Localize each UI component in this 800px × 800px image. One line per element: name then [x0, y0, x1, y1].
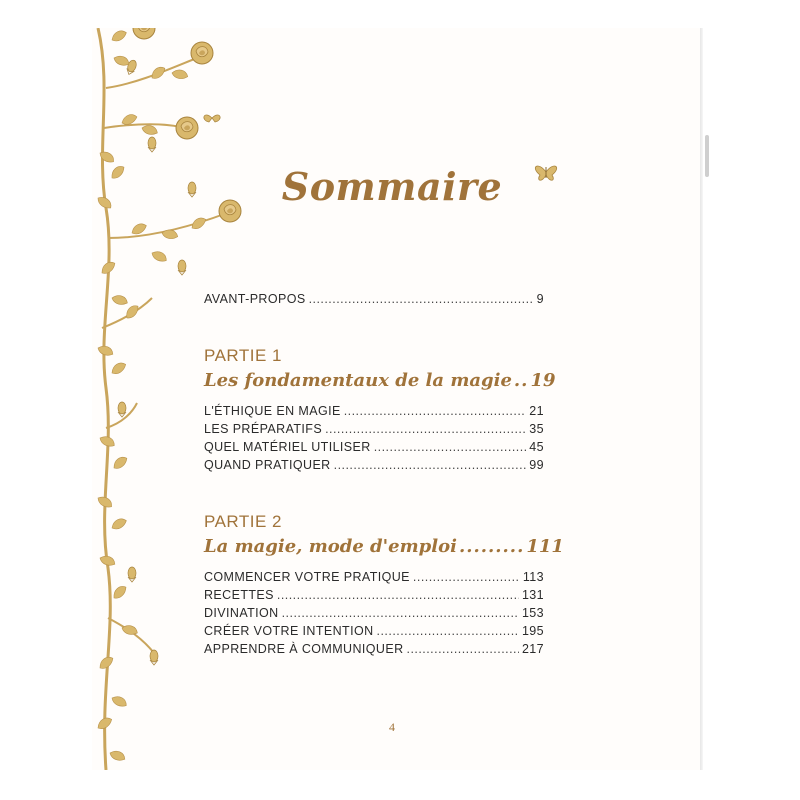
toc-entry-label: QUAND PRATIQUER [204, 458, 331, 472]
part-title-text: Les fondamentaux de la magie [204, 370, 512, 391]
toc-entry-page: 113 [522, 570, 544, 584]
toc-entry[interactable] [204, 404, 544, 418]
part-title-dots: .. [513, 370, 529, 391]
toc-entry[interactable] [204, 570, 544, 584]
leader-dots [377, 624, 519, 638]
toc-entry[interactable] [204, 588, 544, 602]
part-title-text: La magie, mode d'emploi [204, 536, 457, 557]
leader-dots [282, 606, 519, 620]
toc-entry[interactable] [204, 458, 544, 472]
toc-entry-page: 195 [521, 624, 544, 638]
toc-entry-avant-propos[interactable] [204, 292, 544, 306]
toc-entry-page: 45 [529, 440, 544, 454]
leader-dots [334, 458, 527, 472]
toc-entry-label: CRÉER VOTRE INTENTION [204, 624, 374, 638]
toc-entry-label: DIVINATION [204, 606, 279, 620]
toc-entry-label: LES PRÉPARATIFS [204, 422, 323, 436]
toc-entry-page: 131 [521, 588, 544, 602]
leader-dots [309, 292, 534, 306]
part-1-title[interactable] [204, 370, 556, 391]
toc-entry-page: 153 [521, 606, 544, 620]
toc-entry-page: 35 [529, 422, 544, 436]
page-number: 4 [389, 720, 395, 734]
part-title-dots: ......... [458, 536, 525, 557]
toc-entry-label: AVANT-PROPOS [204, 292, 306, 306]
part-2-label: PARTIE 2 [204, 512, 283, 531]
toc-entry-label: COMMENCER VOTRE PRATIQUE [204, 570, 410, 584]
toc-entry[interactable] [204, 422, 544, 436]
part-2-title[interactable] [204, 536, 564, 557]
toc-entry[interactable] [204, 440, 544, 454]
leader-dots [344, 404, 527, 418]
page-edge [700, 28, 703, 770]
toc-entry-page: 217 [521, 642, 544, 656]
leader-dots [413, 570, 520, 584]
scrollbar-thumb[interactable] [705, 135, 709, 177]
toc-entry-label: RECETTES [204, 588, 274, 602]
toc-entry-label: APPRENDRE À COMMUNIQUER [204, 642, 404, 656]
toc-entry[interactable] [204, 606, 544, 620]
toc-entry-page: 9 [536, 292, 544, 306]
leader-dots [277, 588, 519, 602]
document-page [92, 28, 700, 770]
part-1-label: PARTIE 1 [204, 346, 283, 365]
toc-entry[interactable] [204, 624, 544, 638]
toc-entry[interactable] [204, 642, 544, 656]
page-title: Sommaire [281, 164, 503, 209]
leader-dots [407, 642, 519, 656]
leader-dots [325, 422, 526, 436]
toc-entry-label: L'ÉTHIQUE EN MAGIE [204, 404, 341, 418]
toc-entry-page: 99 [529, 458, 544, 472]
part-title-page: 19 [530, 370, 556, 391]
floral-vine-decoration [92, 28, 262, 770]
leader-dots [374, 440, 527, 454]
toc-entry-page: 21 [529, 404, 544, 418]
part-title-page: 111 [526, 536, 564, 557]
toc-entry-label: QUEL MATÉRIEL UTILISER [204, 440, 371, 454]
